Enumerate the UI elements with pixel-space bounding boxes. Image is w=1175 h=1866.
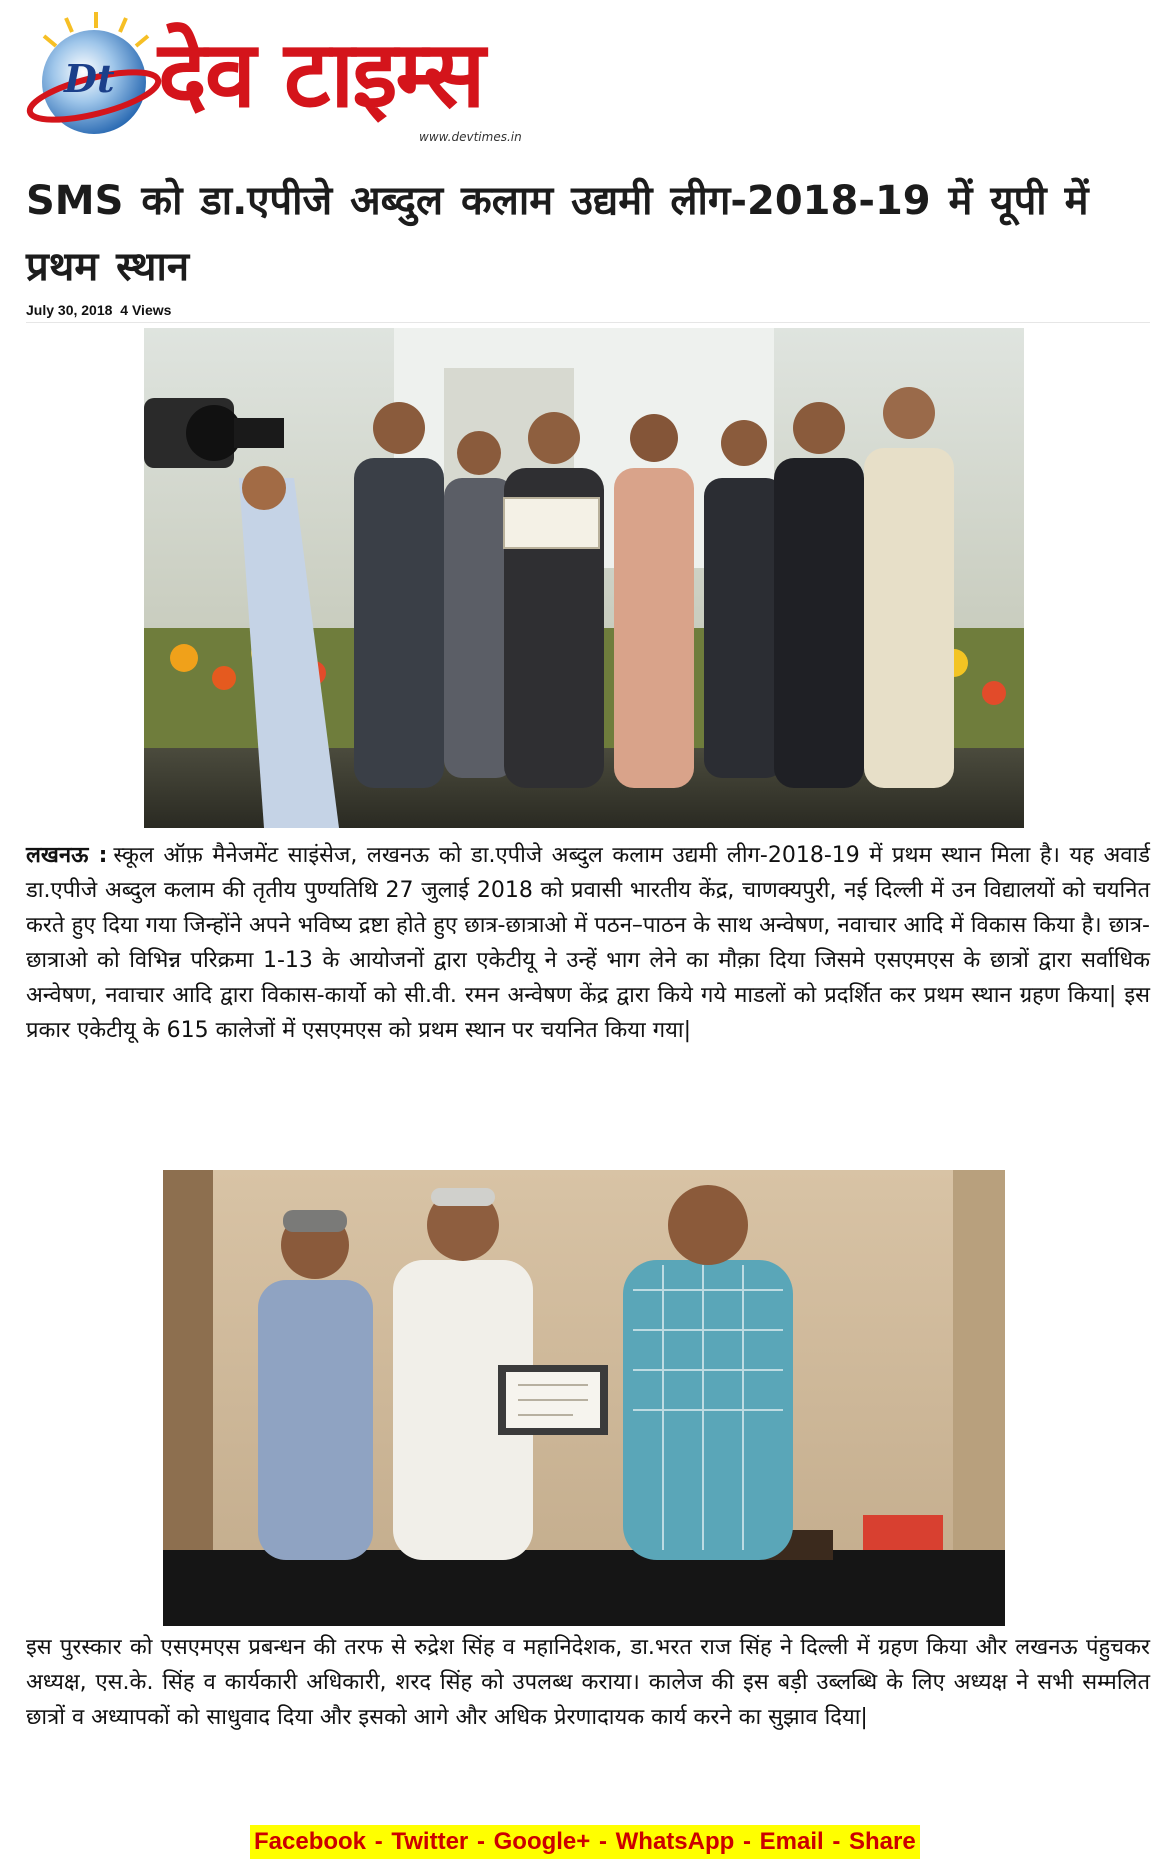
article-paragraph-2: इस पुरस्कार को एसएमएस प्रबन्धन की तरफ से रुद्रेश सिंह व महानिदेशक, डा.भरत राज सिंह ने दिल्ली में ग्रहण किया और लखनऊ पंहुचकर अध्यक्ष, एस.के. सिंह व कार्यकारी अधिकारी, शरद सिंह को उपलब्ध कराया। कालेज की इस बड़ी उब्लब्धि के लिए अध्यक्ष ने सभी सम्मलित छात्रों व अध्यापकों को साधुवाद दिया और इसको आगे और अधिक प्रेरणादायक कार्य करने का सुझाव दिया| [26,1635,1150,1730]
divider [26,322,1150,323]
masthead [26,6,526,156]
article-photo-award-ceremony [144,328,1024,828]
article-date: July 30, 2018 [26,302,113,318]
article-title: SMS को डा.एपीजे अब्दुल कलाम उद्यमी लीग-2018-19 में यूपी में प्रथम स्थान [26,178,1089,290]
share-whatsapp-link[interactable]: WhatsApp [615,1828,735,1855]
dateline: लखनऊ : [26,843,108,868]
share-separator: - [742,1828,751,1855]
brand-name: देव टाइम्स [158,21,484,128]
share-facebook-link[interactable]: Facebook [254,1828,367,1855]
share-separator: - [374,1828,383,1855]
share-twitter-link[interactable]: Twitter [391,1828,469,1855]
article-meta [26,302,175,318]
share-separator: - [598,1828,607,1855]
article-paragraph-1 [26,838,1150,1048]
article-views: 4 Views [120,302,172,318]
share-separator: - [476,1828,485,1855]
share-bar [250,1825,920,1859]
article-photo-certificate-handover [163,1170,1005,1626]
share-email-link[interactable]: Email [759,1828,824,1855]
share-separator: - [832,1828,841,1855]
globe-logo-icon [26,6,166,146]
logo-letters: Dt [64,56,115,101]
share-googleplus-link[interactable]: Google+ [493,1828,591,1855]
brand-url[interactable]: www.devtimes.in [419,130,522,144]
share-more-link[interactable]: Share [849,1828,916,1855]
paragraph-1-text: स्कूल ऑफ़ मैनेजमेंट साइंसेज, लखनऊ को डा.एपीजे अब्दुल कलाम उद्यमी लीग-2018-19 में प्रथम स्थान मिला है। यह अवार्ड डा.एपीजे अब्दुल कलाम की तृतीय पुण्यतिथि 27 जुलाई 2018 को प्रवासी भारतीय केंद्र, चाणक्यपुरी, नई दिल्ली में उन विद्यालयों को चयनित करते हुए दिया गया जिन्होंने अपने भविष्य द्रष्टा होते हुए छात्र-छात्राओ में पठन–पाठन के साथ अन्वेषण, नवाचार आदि में विकास किया है। छात्र-छात्राओ को विभिन्न परिक्रमा 1-13 के आयोजनों द्वारा एकेटीयू ने उन्हें भाग लेने का मौक़ा दिया जिसमे एसएमएस के छात्रों द्वारा सर्वाधिक अन्वेषण, नवाचार आदि द्वारा विकास-कार्यो को सी.वी. रमन अन्वेषण केंद्र द्वारा किये गये माडलों को प्रदर्शित कर प्रथम स्थान ग्रहण किया| इस प्रकार एकेटीयू के 615 कालेजों में एसएमएस को प्रथम स्थान पर चयनित किया गया| [26,843,1150,1043]
